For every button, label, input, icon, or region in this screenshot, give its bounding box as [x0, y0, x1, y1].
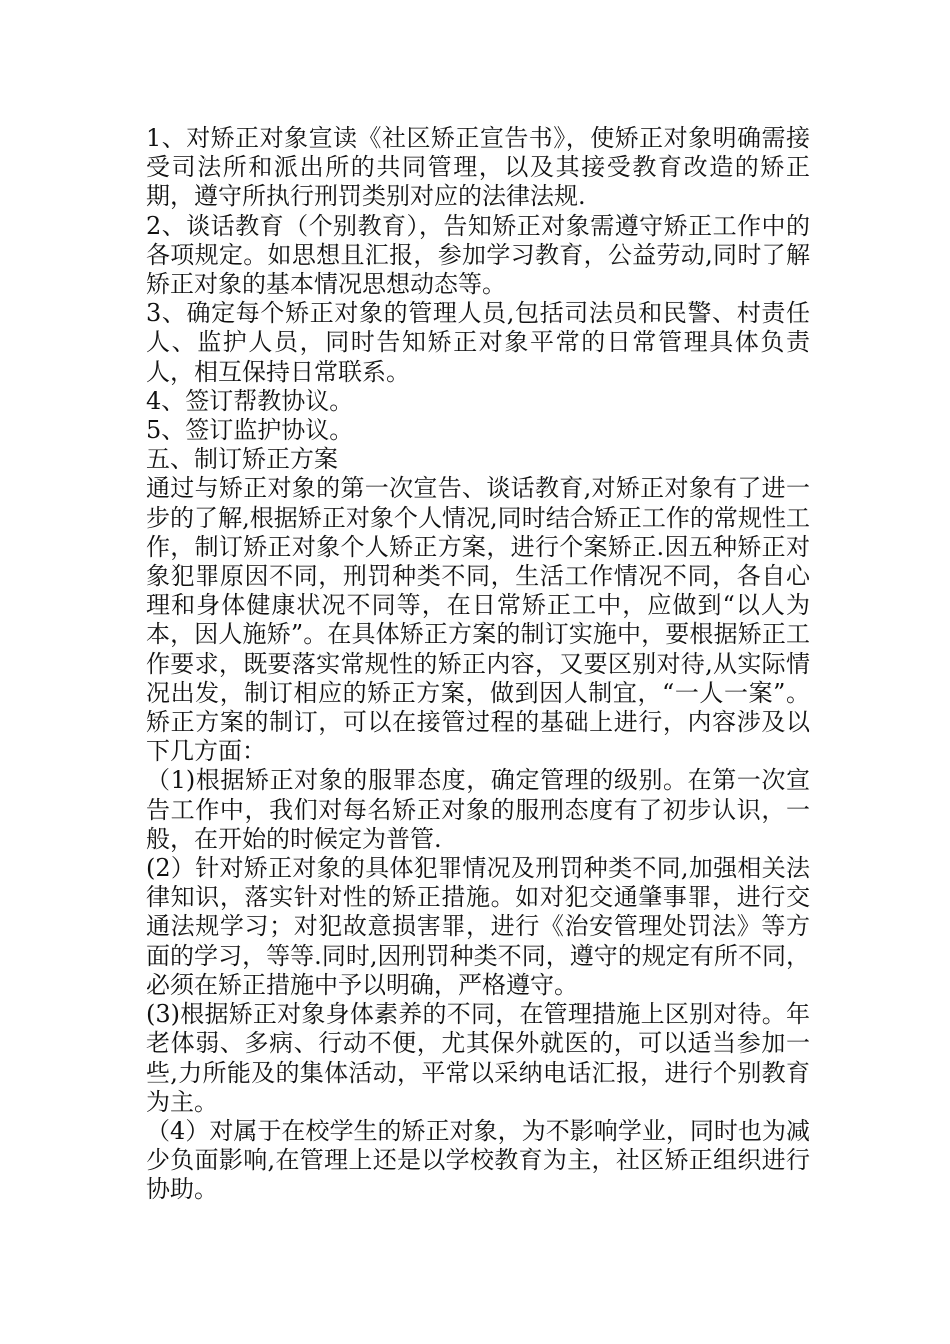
paragraph-point-4: （4）对属于在校学生的矫正对象，为不影响学业，同时也为减少负面影响,在管理上还是以学校教育为主，社区矫正组织进行协助。 — [146, 1116, 810, 1204]
paragraph-item-3: 3、确定每个矫正对象的管理人员,包括司法员和民警、村责任人、监护人员，同时告知矫正对象平常的日常管理具体负责人，相互保持日常联系。 — [146, 299, 810, 386]
paragraph-body: 通过与矫正对象的第一次宣告、谈话教育,对矫正对象有了进一步的了解,根据矫正对象个人情况,同时结合矫正工作的常规性工作，制订矫正对象个人矫正方案，进行个案矫正.因五种矫正对象犯罪原因不同，刑罚种类不同，生活工作情况不同，各自心理和身体健康状况不同等，在日常矫正工中，应做到“以人为本，因人施矫”。在具体矫正方案的制订实施中，要根据矫正工作要求，既要落实常规性的矫正内容，又要区别对待,从实际情况出发，制订相应的矫正方案，做到因人制宜，“一人一案”。矫正方案的制订，可以在接管过程的基础上进行，内容涉及以下几方面： — [146, 474, 810, 766]
paragraph-item-5: 5、签订监护协议。 — [146, 416, 354, 445]
paragraph-item-1: 1、对矫正对象宣读《社区矫正宣告书》，使矫正对象明确需接受司法所和派出所的共同管理，以及其接受教育改造的矫正期，遵守所执行刑罚类别对应的法律法规. — [146, 124, 810, 211]
paragraph-point-2: (2）针对矫正对象的具体犯罪情况及刑罚种类不同,加强相关法律知识，落实针对性的矫正措施。如对犯交通肇事罪，进行交通法规学习；对犯故意损害罪，进行《治安管理处罚法》等方面的学习，等等.同时,因刑罚种类不同，遵守的规定有所不同，必须在矫正措施中予以明确，严格遵守。 — [146, 854, 810, 999]
paragraph-item-4: 4、签订帮教协议。 — [146, 386, 354, 415]
document-body — [146, 124, 810, 1205]
paragraph-point-3: (3)根据矫正对象身体素养的不同，在管理措施上区别对待。年老体弱、多病、行动不便，尤其保外就医的，可以适当参加一些,力所能及的集体活动，平常以采纳电话汇报，进行个别教育为主。 — [146, 1000, 810, 1116]
paragraph-point-1: （1)根据矫正对象的服罪态度，确定管理的级别。在第一次宣告工作中，我们对每名矫正对象的服刑态度有了初步认识，一般，在开始的时候定为普管. — [146, 766, 810, 853]
section-heading: 五、制订矫正方案 — [146, 445, 338, 474]
paragraph-item-2: 2、谈话教育（个别教育），告知矫正对象需遵守矫正工作中的各项规定。如思想且汇报，参加学习教育，公益劳动,同时了解矫正对象的基本情况思想动态等。 — [146, 211, 810, 299]
